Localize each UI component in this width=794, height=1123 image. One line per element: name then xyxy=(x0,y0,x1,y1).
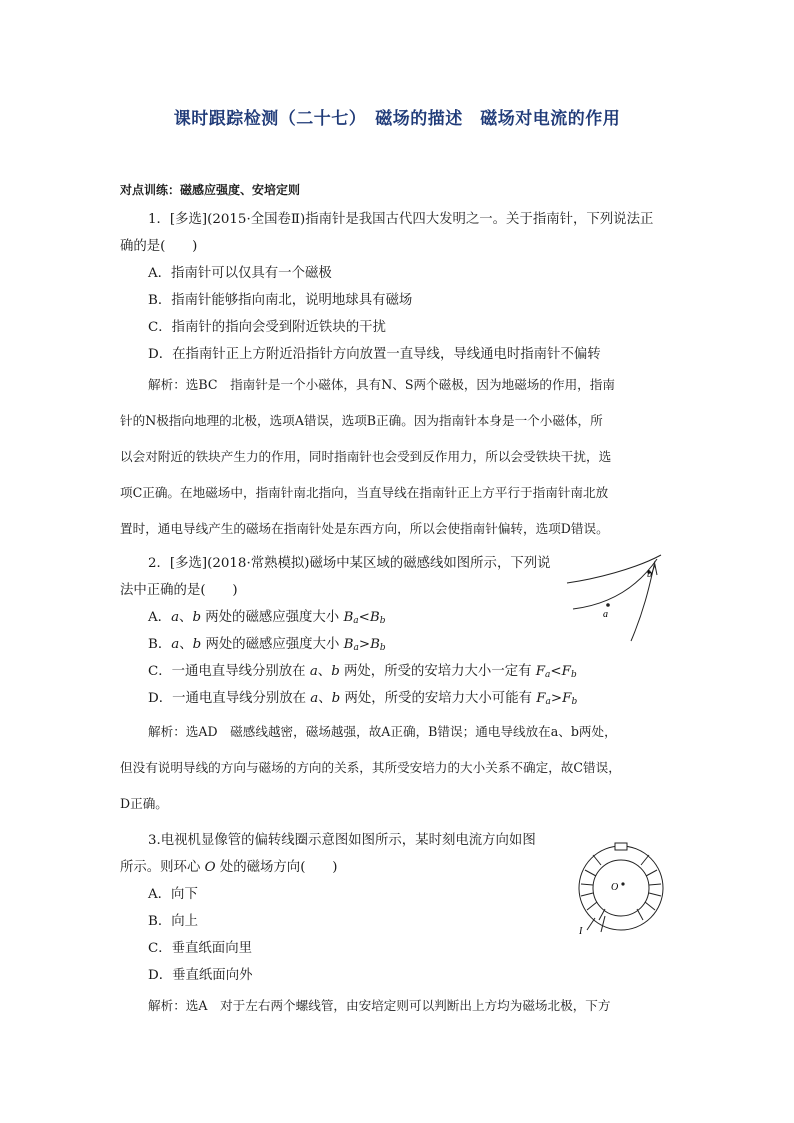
q3-option-a: A．向下 xyxy=(148,887,198,902)
current-i-label: I xyxy=(579,926,583,935)
q3-option-c: C．垂直纸面向里 xyxy=(148,941,252,956)
field-lines-figure xyxy=(565,553,665,645)
q1-option-d: D．在指南针正上方附近沿指针方向放置一直导线，导线通电时指南针不偏转 xyxy=(148,347,601,362)
q3-option-b: B．向上 xyxy=(148,914,199,929)
q2-explanation-line: 但没有说明导线的方向与磁场的方向的关系，其所受安培力的大小关系不确定，故C错误， xyxy=(120,760,621,775)
point-b-label: b xyxy=(647,569,652,580)
q2-explanation-line: D正确。 xyxy=(120,796,168,811)
lead-wire xyxy=(587,918,595,930)
q3-option-d: D．垂直纸面向外 xyxy=(148,968,253,983)
q3-explanation-line: 解析：选A 对于左右两个螺线管，由安培定则可以判断出上方均为磁场北极，下方 xyxy=(148,998,611,1013)
coil-outer-ring xyxy=(579,846,663,930)
q3-stem-line2: 所示。则环心 O 处的磁场方向( ) xyxy=(120,860,338,875)
deflection-coil-figure xyxy=(571,840,671,935)
q2-option-b: B．a、b 两处的磁感应强度大小 $B_a>B_b$ xyxy=(148,637,386,653)
q2-stem-line2: 法中正确的是( ) xyxy=(120,583,238,598)
q2-option-c: C．一通电直导线分别放在 a、b 两处，所受的安培力大小一定有 $F_a<F_b$ xyxy=(148,664,577,680)
coil-top-gap xyxy=(615,843,627,850)
q1-explanation-line: 项C正确。在地磁场中，指南针南北指向，当直导线在指南针正上方平行于指南针南北放 xyxy=(120,485,609,500)
center-o-label: O xyxy=(611,882,619,893)
section-heading: 对点训练：磁感应强度、安培定则 xyxy=(120,183,301,197)
q1-option-c: C．指南针的指向会受到附近铁块的干扰 xyxy=(148,320,386,335)
q3-stem-line1: 3.电视机显像管的偏转线圈示意图如图所示，某时刻电流方向如图 xyxy=(148,833,536,848)
point-a-dot xyxy=(606,603,610,607)
q1-option-a: A．指南针可以仅具有一个磁极 xyxy=(148,266,332,281)
q1-explanation-line: 解析：选BC 指南针是一个小磁体，具有N、S两个磁极，因为地磁场的作用，指南 xyxy=(148,377,615,392)
q1-stem-line2: 确的是( ) xyxy=(120,239,198,254)
q1-explanation-line: 置时，通电导线产生的磁场在指南针处是东西方向，所以会使指南针偏转，选项D错误。 xyxy=(120,521,609,536)
q2-option-d: D．一通电直导线分别放在 a、b 两处，所受的安培力大小可能有 $F_a>F_b$ xyxy=(148,691,578,707)
q2-stem-line1: 2．[多选](2018·常熟模拟)磁场中某区域的磁感线如图所示，下列说 xyxy=(148,556,551,571)
q1-explanation-line: 以会对附近的铁块产生力的作用，同时指南针也会受到反作用力，所以会受铁块干扰，选 xyxy=(120,449,612,464)
q2-explanation-line: 解析：选AD 磁感线越密，磁场越强，故A正确，B错误；通电导线放在a、b两处， xyxy=(148,724,617,739)
q1-stem-line1: 1．[多选](2015·全国卷Ⅱ)指南针是我国古代四大发明之一。关于指南针，下列说法正 xyxy=(148,212,654,227)
point-a-label: a xyxy=(603,609,608,620)
q1-explanation-line: 针的N极指向地理的北极，选项A错误，选项B正确。因为指南针本身是一个小磁体，所 xyxy=(120,413,603,428)
page-title: 课时跟踪检测（二十七） 磁场的描述 磁场对电流的作用 xyxy=(173,109,621,129)
q1-option-b: B．指南针能够指向南北，说明地球具有磁场 xyxy=(148,293,413,308)
coil-inner-ring xyxy=(593,860,649,916)
q2-option-a: A．a、b 两处的磁感应强度大小 $B_a<B_b$ xyxy=(148,610,386,626)
lead-wire xyxy=(601,916,605,932)
center-dot xyxy=(621,882,624,885)
